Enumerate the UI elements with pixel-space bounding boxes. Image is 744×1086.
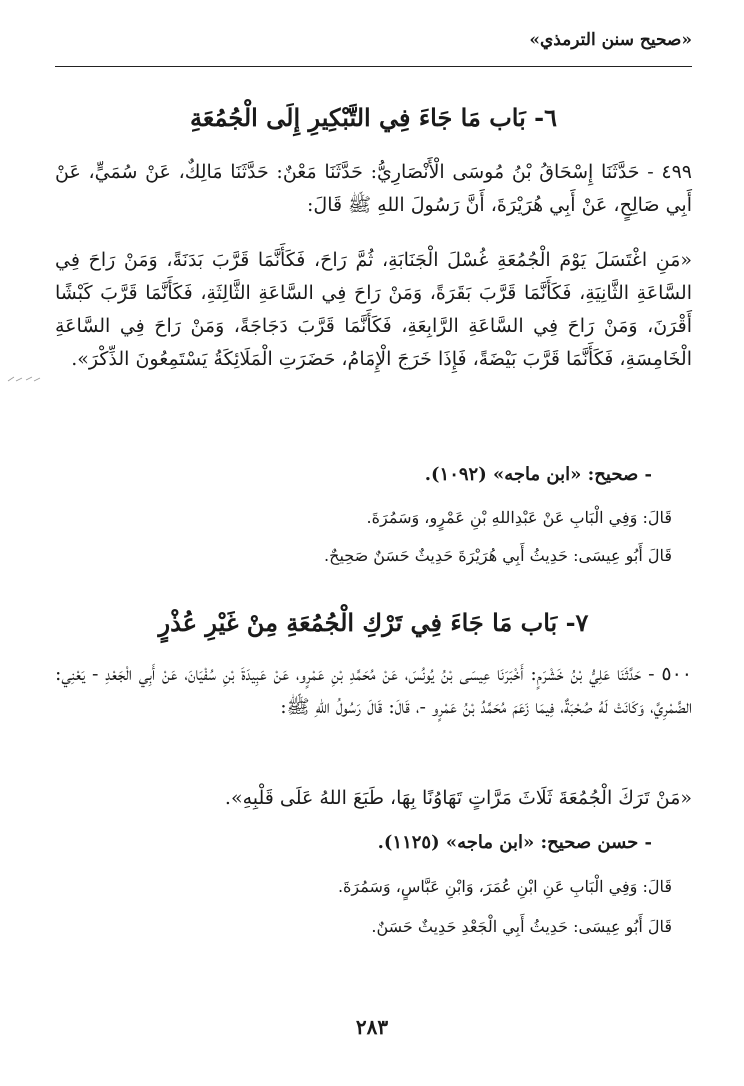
- hadith-grade: - حسن صحيح: «ابن ماجه» (١١٢٥).: [377, 832, 652, 853]
- header-rule: [55, 66, 692, 67]
- page-number: ٢٨٣: [355, 1015, 389, 1039]
- hadith-grade: - صحيح: «ابن ماجه» (١٠٩٢).: [424, 464, 652, 485]
- tirmidhi-note: قَالَ أَبُو عِيسَى: حَدِيثُ أَبِي الْجَعْدِ حَدِيثٌ حَسَنٌ.: [371, 917, 672, 936]
- running-head: «صحيح سنن الترمذي»: [529, 30, 692, 50]
- tirmidhi-note: قَالَ أَبُو عِيسَى: حَدِيثُ أَبِي هُرَيْرَةَ حَدِيثٌ حَسَنٌ صَحِيحٌ.: [324, 546, 672, 565]
- hadith-matn: «مَنْ تَرَكَ الْجُمُعَةَ ثَلَاثَ مَرَّاتٍ تَهَاوُنًا بِهَا، طَبَعَ اللهُ عَلَى قَلْبِهِ».: [224, 787, 692, 809]
- tirmidhi-note: قَالَ: وَفِي الْبَابِ عَنِ ابْنِ عُمَرَ، وَابْنِ عَبَّاسٍ، وَسَمُرَةَ.: [337, 877, 672, 896]
- margin-scan-mark: [6, 375, 42, 383]
- chapter-heading: ٦- بَاب مَا جَاءَ فِي التَّبْكِيرِ إِلَى الْجُمُعَةِ: [190, 103, 557, 132]
- hadith-isnad: ٥٠٠ - حَدَّثَنَا عَلِيُّ بْنُ خَشْرَمٍ: أَخْبَرَنَا عِيسَى بْنُ يُونُسَ، عَنْ مُحَمَّدِ بْنِ عَمْرٍو، عَنْ عَبِيدَةَ بْنِ سُفْيَانَ، عَنْ أَبِي الْجَعْدِ - يَعْنِي: الضَّمْرِيَّ، وَكَانَتْ لَهُ صُحْبَةٌ، فِيمَا زَعَمَ مُحَمَّدُ بْنُ عَمْرٍو -، قَالَ: قَالَ رَسُولُ اللهِ ﷺ:: [55, 663, 692, 718]
- tirmidhi-note: قَالَ: وَفِي الْبَابِ عَنْ عَبْدِاللهِ بْنِ عَمْرٍو، وَسَمُرَةَ.: [366, 508, 672, 527]
- hadith-isnad: ٤٩٩ - حَدَّثَنَا إِسْحَاقُ بْنُ مُوسَى الْأَنْصَارِيُّ: حَدَّثَنَا مَعْنٌ: حَدَّثَنَا مَالِكٌ، عَنْ سُمَيٍّ، عَنْ أَبِي صَالِحٍ، عَنْ أَبِي هُرَيْرَةَ، أَنَّ رَسُولَ اللهِ ﷺ قَالَ:: [55, 161, 692, 216]
- chapter-heading: ٧- بَاب مَا جَاءَ فِي تَرْكِ الْجُمُعَةِ مِنْ غَيْرِ عُذْرٍ: [158, 608, 589, 637]
- hadith-matn: «مَنِ اغْتَسَلَ يَوْمَ الْجُمُعَةِ غُسْلَ الْجَنَابَةِ، ثُمَّ رَاحَ، فَكَأَنَّمَا قَرَّبَ بَدَنَةً، وَمَنْ رَاحَ فِي السَّاعَةِ الثَّانِيَةِ، فَكَأَنَّمَا قَرَّبَ بَقَرَةً، وَمَنْ رَاحَ فِي السَّاعَةِ الثَّالِثَةِ، فَكَأَنَّمَا قَرَّبَ كَبْشًا أَقْرَنَ، وَمَنْ رَاحَ فِي السَّاعَةِ الرَّابِعَةِ، فَكَأَنَّمَا قَرَّبَ دَجَاجَةً، وَمَنْ رَاحَ فِي السَّاعَةِ الْخَامِسَةِ، فَكَأَنَّمَا قَرَّبَ بَيْضَةً، فَإِذَا خَرَجَ الْإِمَامُ، حَضَرَتِ الْمَلَائِكَةُ يَسْتَمِعُونَ الذِّكْرَ».: [55, 249, 692, 370]
